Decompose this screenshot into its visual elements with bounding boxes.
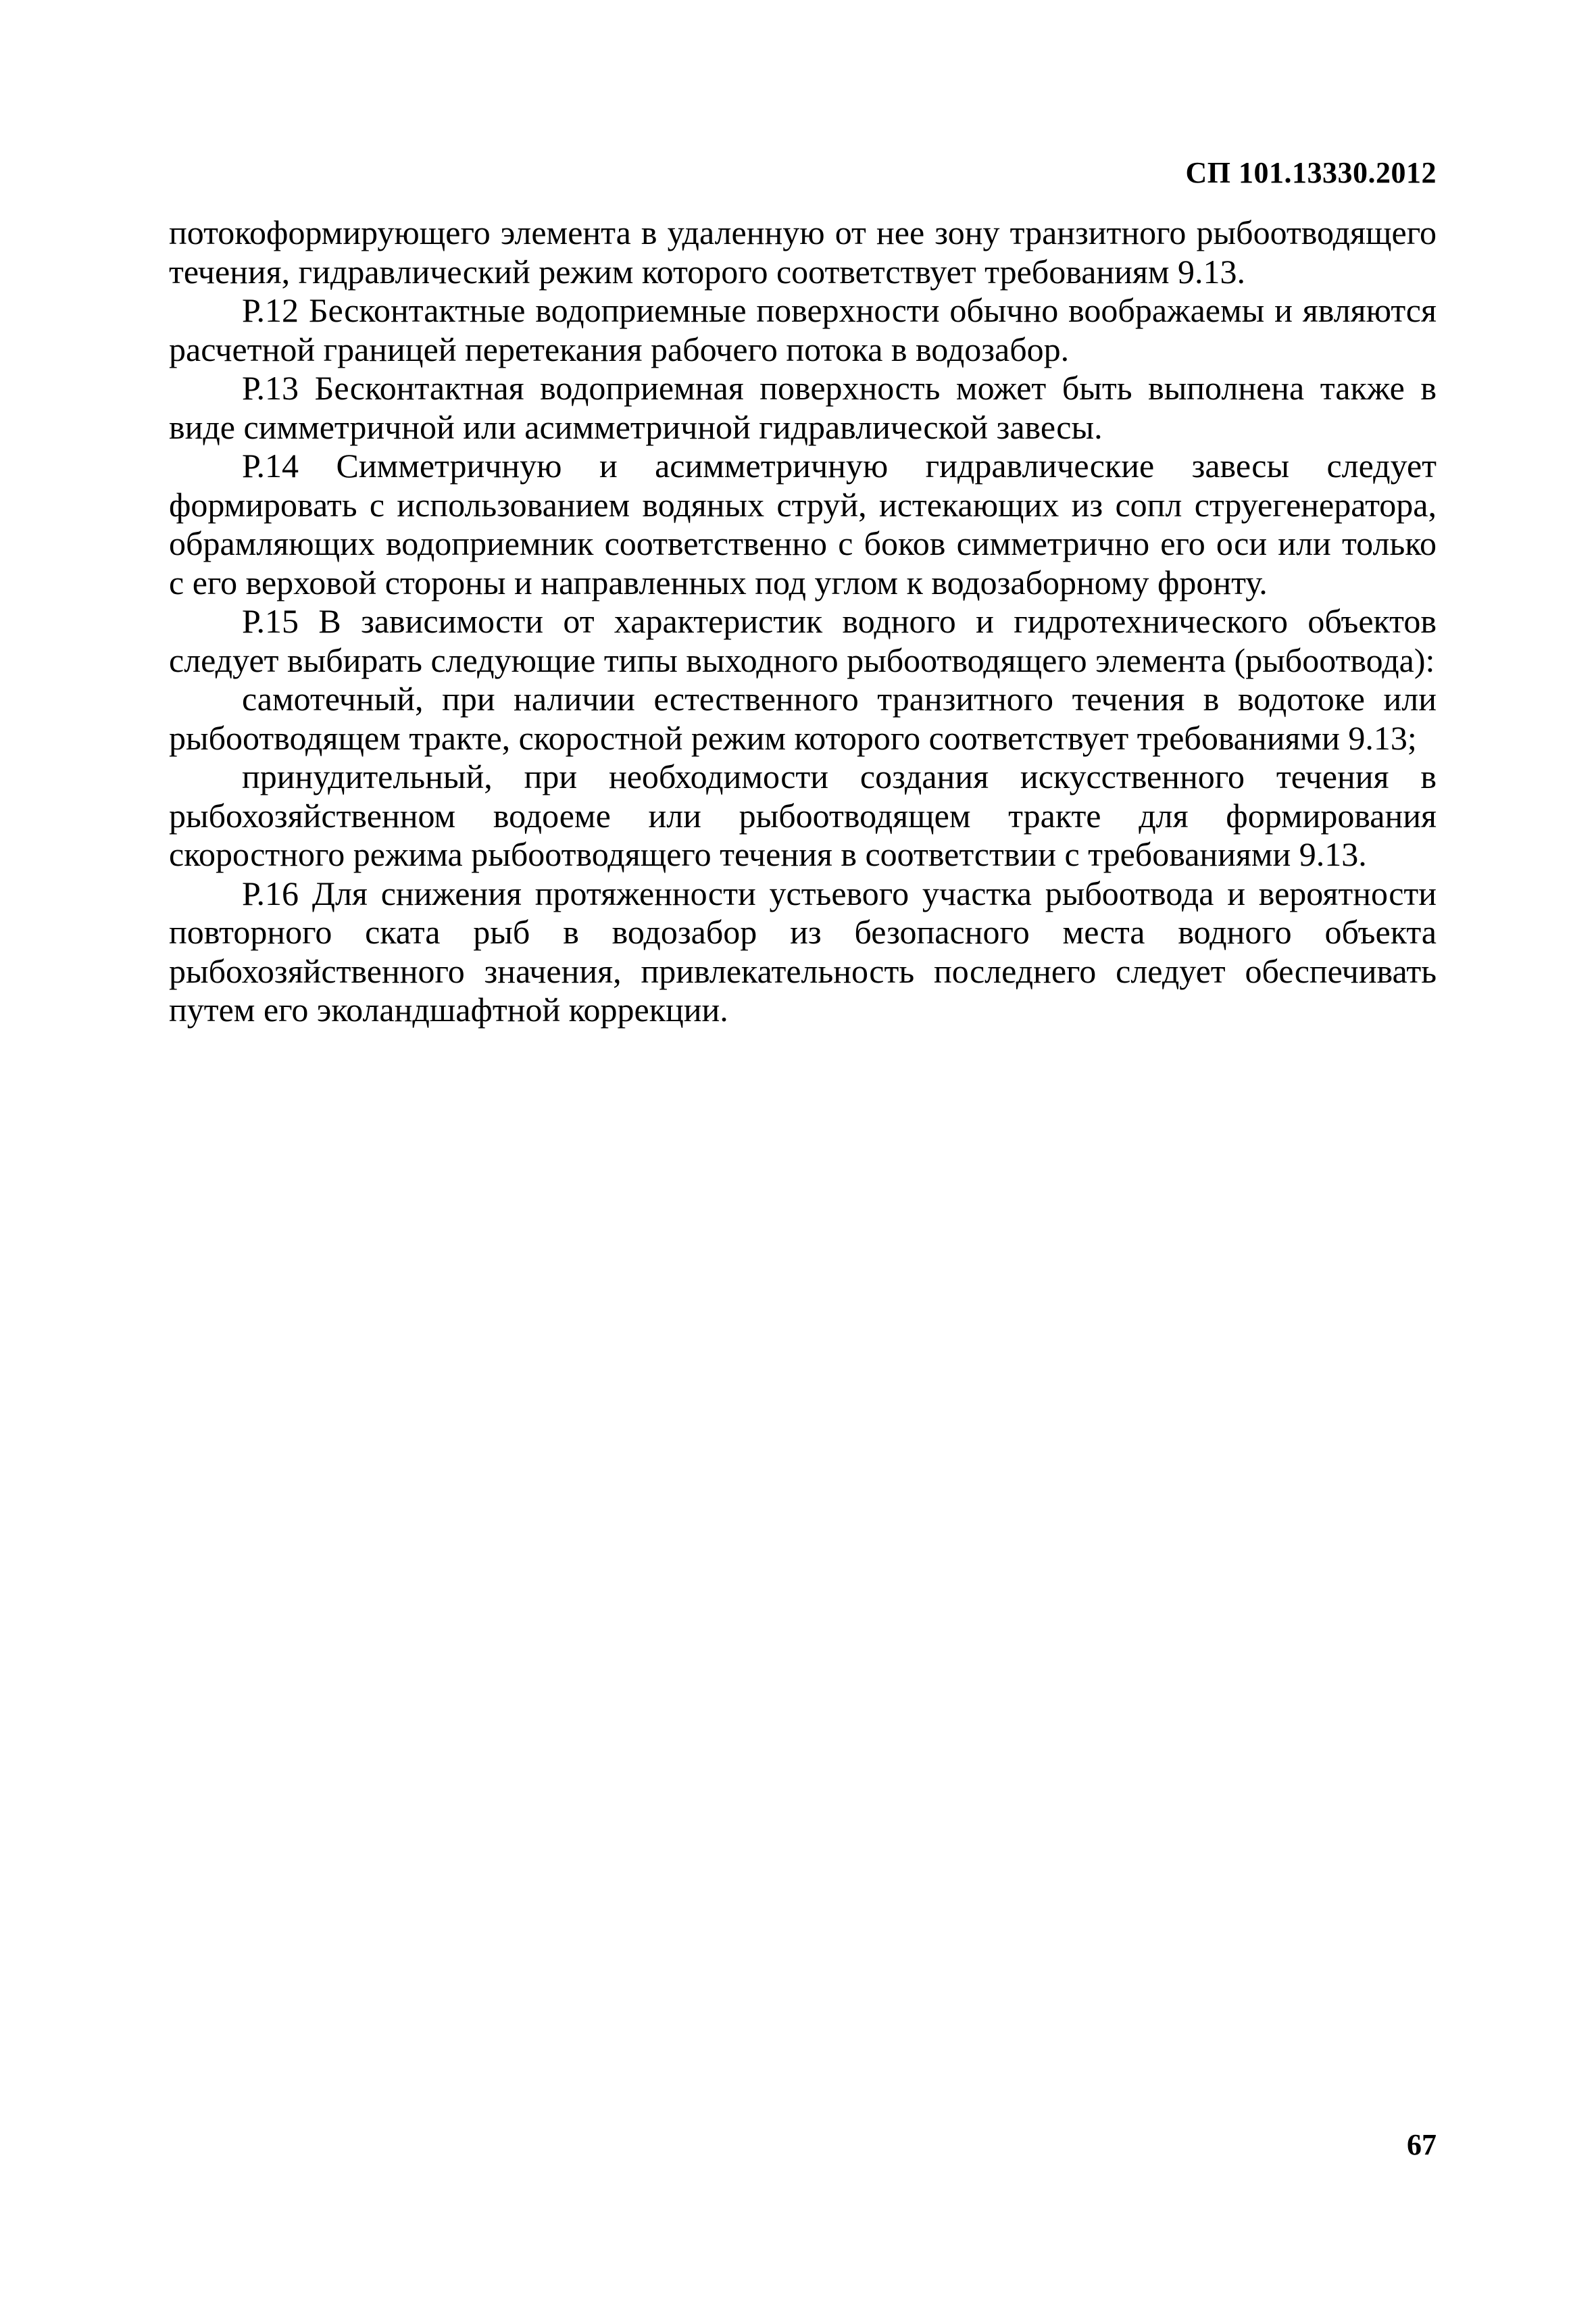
paragraph-r16: Р.16 Для снижения протяженности устьевого участка рыбоотвода и вероятности повторного ската рыб в водозабор из безопасного места водного объекта рыбохозяйственного значения, привлекательность последнего следует обеспечивать путем его эколандшафтной коррекции. xyxy=(169,874,1437,1029)
page-number: 67 xyxy=(1407,2128,1437,2161)
list-item-gravity-type: самотечный, при наличии естественного транзитного течения в водотоке или рыбоотводящем тракте, скоростной режим которого соответствует требованиями 9.13; xyxy=(169,680,1437,757)
paragraph-r15: Р.15 В зависимости от характеристик водного и гидротехнического объектов следует выбирать следующие типы выходного рыбоотводящего элемента (рыбоотвода): xyxy=(169,602,1437,679)
list-item-forced-type: принудительный, при необходимости создания искусственного течения в рыбохозяйственном водоеме или рыбоотводящем тракте для формирования скоростного режима рыбоотводящего течения в соответствии с требованиями 9.13. xyxy=(169,758,1437,873)
document-body xyxy=(169,214,1437,1030)
paragraph-r14: Р.14 Симметричную и асимметричную гидравлические завесы следует формировать с использованием водяных струй, истекающих из сопл струегенератора, обрамляющих водоприемник соответственно с боков симметрично его оси или только с его верховой стороны и направленных под углом к водозаборному фронту. xyxy=(169,447,1437,601)
paragraph-r13: Р.13 Бесконтактная водоприемная поверхность может быть выполнена также в виде симметричной или асимметричной гидравлической завесы. xyxy=(169,369,1437,446)
paragraph-continuation: потокоформирующего элемента в удаленную от нее зону транзитного рыбоотводящего течения, гидравлический режим которого соответствует требованиям 9.13. xyxy=(169,214,1437,291)
paragraph-r12: Р.12 Бесконтактные водоприемные поверхности обычно воображаемы и являются расчетной границей перетекания рабочего потока в водозабор. xyxy=(169,291,1437,368)
document-code-header: СП 101.13330.2012 xyxy=(1185,156,1437,189)
